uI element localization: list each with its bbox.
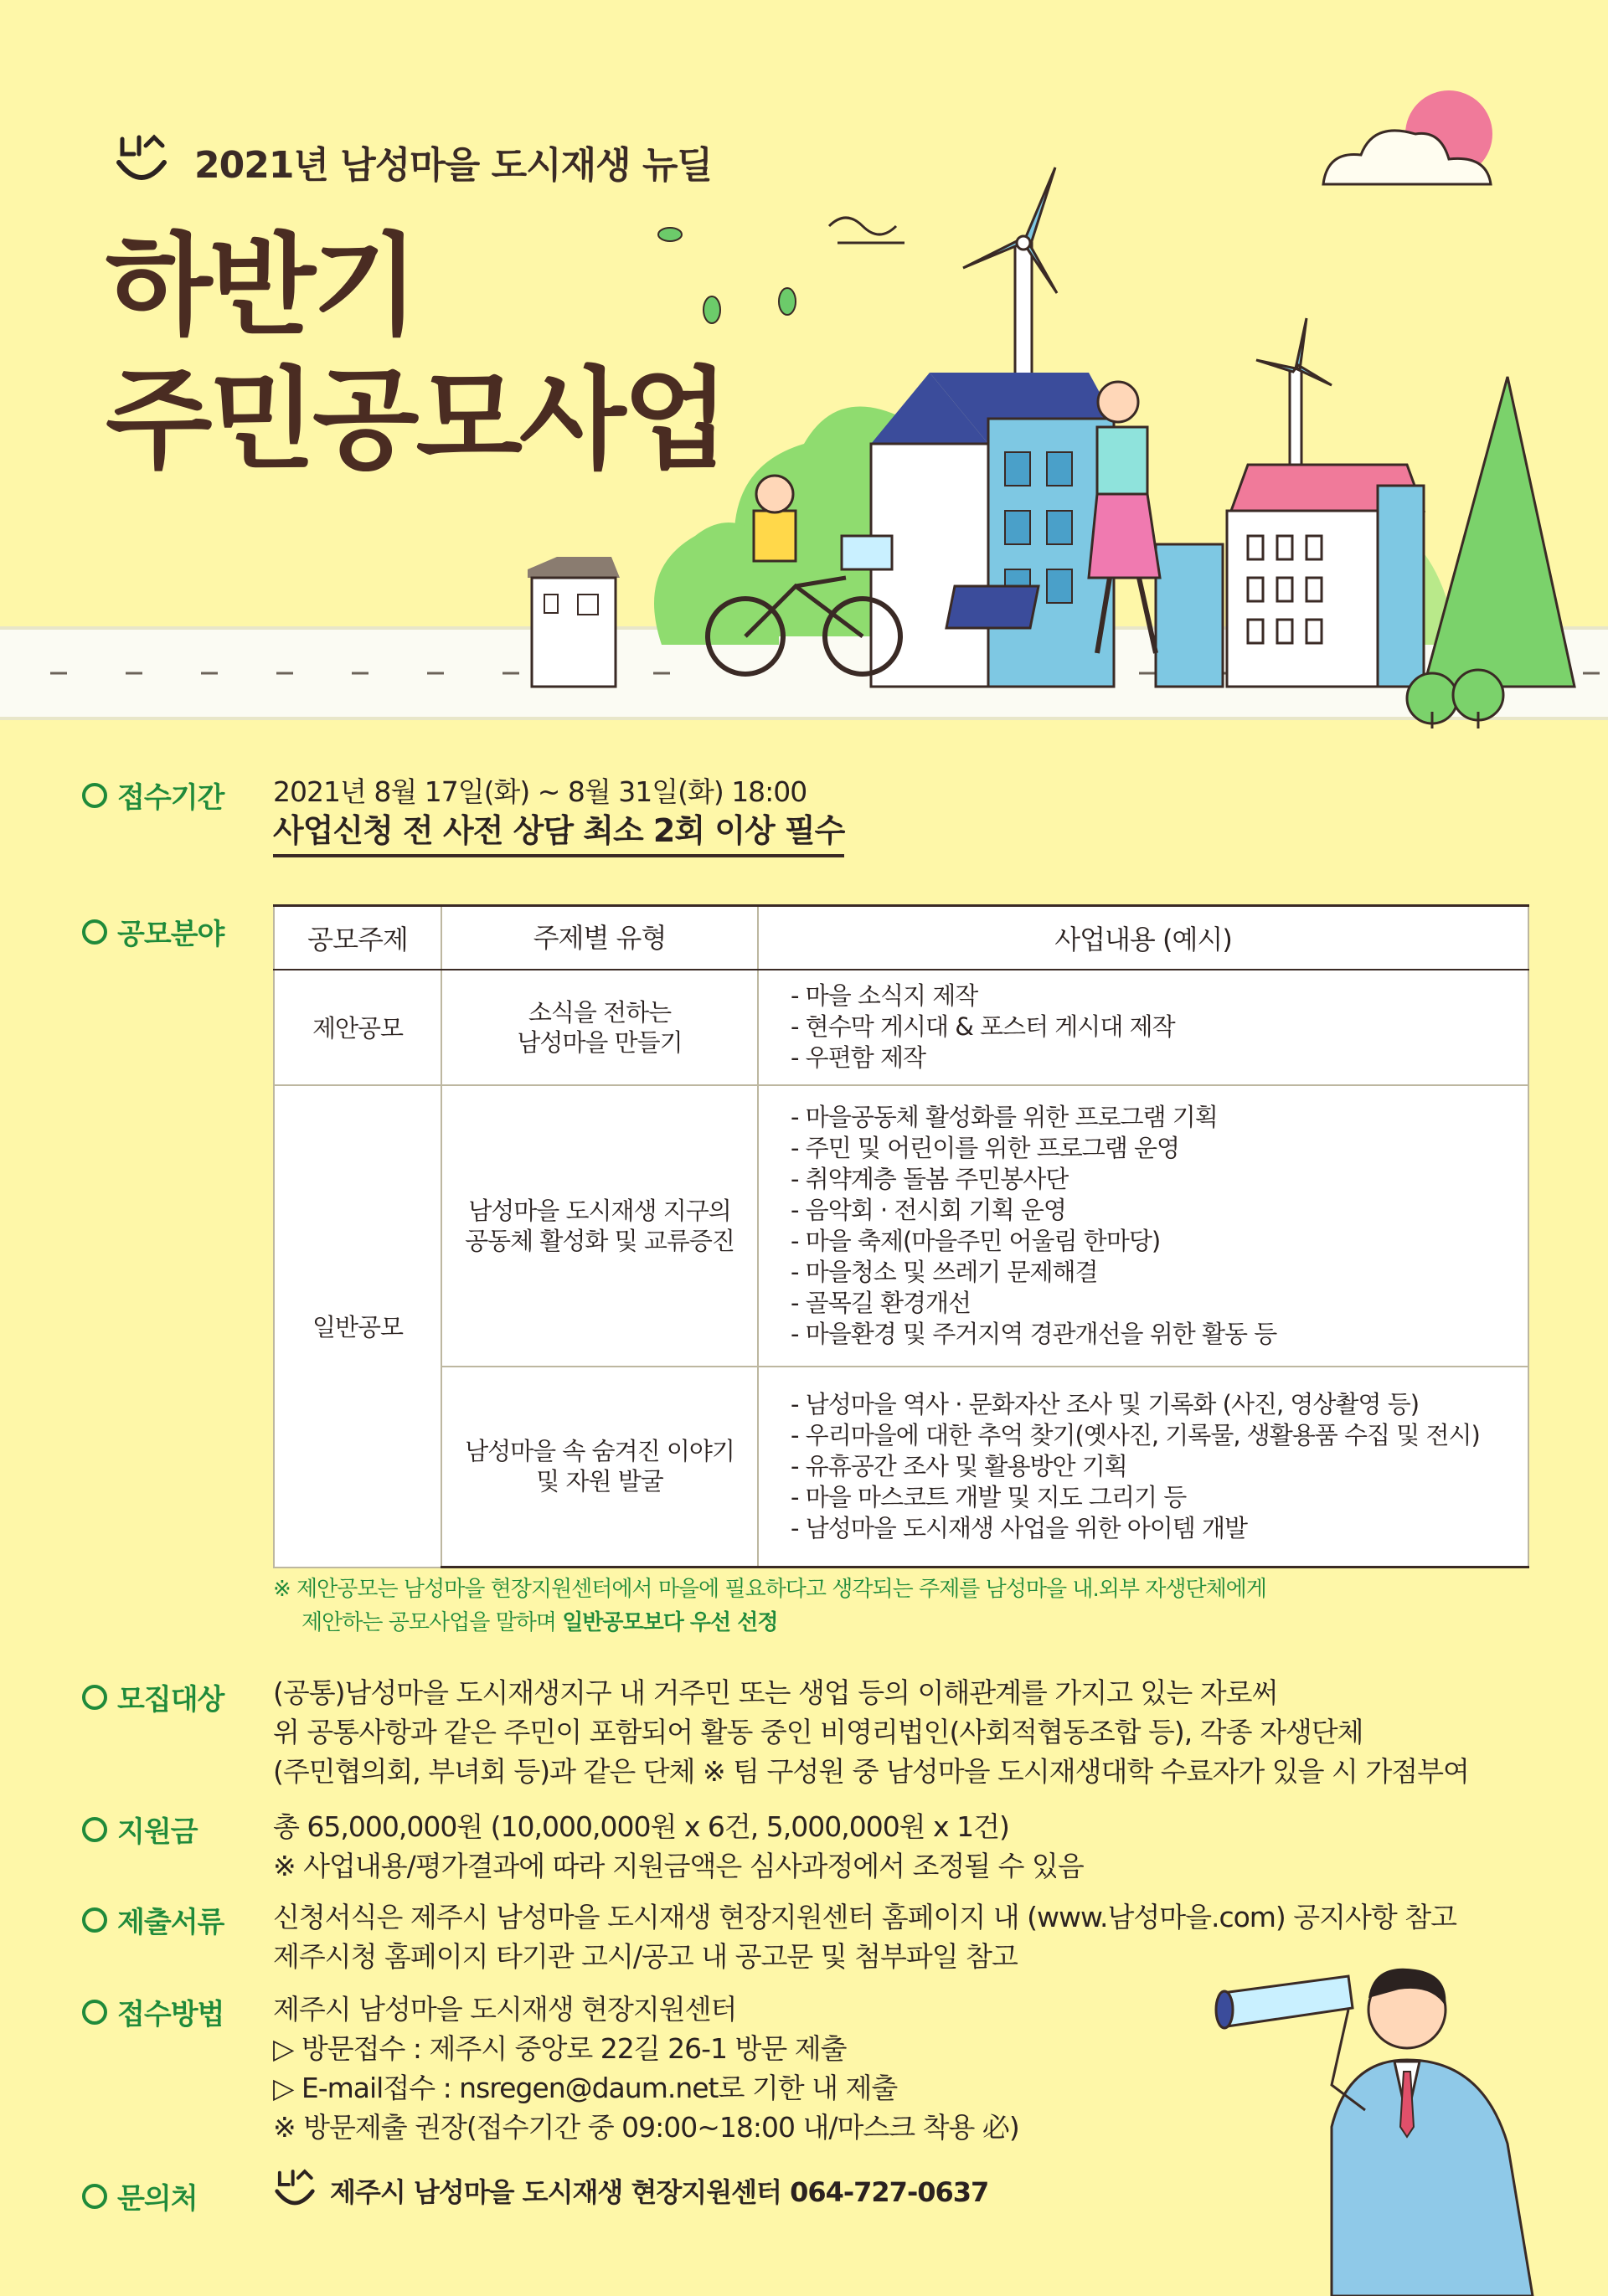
header-logo-row — [114, 134, 712, 189]
table-cell-content — [758, 970, 1528, 1085]
section-label-contact: 문의처 — [82, 2175, 198, 2216]
man-with-telescope-illustration — [1206, 1959, 1541, 2296]
table-cell-theme: 일반공모 — [274, 1085, 441, 1568]
section-label-target: 모집대상 — [82, 1676, 224, 1717]
page-subtitle: 2021년 남성마을 도시재생 뉴딜 — [194, 144, 712, 187]
circle-bullet-icon — [82, 1817, 107, 1842]
list-item: - 마을 축제(마을주민 어울림 한마당) — [791, 1226, 1161, 1255]
road-illustration — [0, 626, 1608, 720]
table-row — [274, 1367, 1528, 1568]
circle-bullet-icon — [82, 783, 107, 808]
village-logo-icon — [273, 2169, 317, 2212]
circle-bullet-icon — [82, 1685, 107, 1710]
reception-dates: 2021년 8월 17일(화) ~ 8월 31일(화) 18:00 — [273, 775, 807, 808]
list-item: - 마을청소 및 쓰레기 문제해결 — [791, 1257, 1098, 1286]
village-logo-icon — [114, 134, 169, 189]
page-title — [106, 219, 726, 487]
table-cell-type: 남성마을 도시재생 지구의 공동체 활성화 및 교류증진 — [441, 1085, 758, 1367]
contest-field-table — [273, 904, 1529, 1568]
list-item: - 유휴공간 조사 및 활용방안 기획 — [791, 1451, 1127, 1480]
table-cell-type: 소식을 전하는 남성마을 만들기 — [441, 970, 758, 1085]
list-item: - 마을 마스코트 개발 및 지도 그리기 등 — [791, 1482, 1187, 1511]
list-item: - 남성마을 도시재생 사업을 위한 아이템 개발 — [791, 1513, 1248, 1542]
list-item: - 음악회 · 전시회 기획 운영 — [791, 1195, 1066, 1224]
priority-selection-text: 일반공모보다 우선 선정 — [562, 1610, 778, 1635]
table-header-theme: 공모주제 — [274, 906, 441, 970]
table-row — [274, 1085, 1528, 1367]
table-cell-type: 남성마을 속 숨겨진 이야기 및 자원 발굴 — [441, 1367, 758, 1568]
circle-bullet-icon — [82, 1907, 107, 1933]
list-item: - 우리마을에 대한 추억 찾기(옛사진, 기록물, 생활용품 수집 및 전시) — [791, 1420, 1480, 1449]
circle-bullet-icon — [82, 2000, 107, 2025]
table-header-row — [274, 906, 1528, 970]
section-label-field: 공모분야 — [82, 911, 224, 952]
list-item: - 마을공동체 활성화를 위한 프로그램 기획 — [791, 1102, 1218, 1131]
table-cell-theme: 제안공모 — [274, 970, 441, 1085]
table-header-type: 주제별 유형 — [441, 906, 758, 970]
contact-text: 제주시 남성마을 도시재생 현장지원센터 064-727-0637 — [330, 2176, 989, 2208]
table-footnote: ※ 제안공모는 남성마을 현장지원센터에서 마을에 필요하다고 생각되는 주제를 남성마을 내.외부 자생단체에게 제안하는 공모사업을 말하며 일반공모보다 우선 선정 — [273, 1577, 1266, 1635]
consultation-requirement: 사업신청 전 사전 상담 최소 2회 이상 필수 — [273, 811, 844, 857]
list-item: - 우편함 제작 — [791, 1043, 925, 1072]
list-item: - 취약계층 돌봄 주민봉사단 — [791, 1164, 1069, 1193]
title-line-2: 주민공모사업 — [106, 356, 727, 485]
email-line: ▷ E-mail접수 : nsregen@daum.net로 기한 내 제출 — [273, 2072, 898, 2104]
circle-bullet-icon — [82, 2184, 107, 2209]
target-body: (공통)남성마을 도시재생지구 내 거주민 또는 생업 등의 이해관계를 가지고 있는 자로써 위 공통사항과 같은 주민이 포함되어 활동 중인 비영리법인(사회적협동조합 등), 각종 자생단체 (주민협의회, 부녀회 등)과 같은 단체 ※ 팀 구성원 중 남성마을 도시재생대학 수료자가 있을 시 가점부여 — [273, 1676, 1469, 1788]
road-dashes — [0, 630, 1608, 717]
section-label-documents: 제출서류 — [82, 1899, 224, 1940]
table-row — [274, 970, 1528, 1085]
cloud-icon — [1323, 131, 1491, 184]
reception-period-body — [273, 772, 844, 857]
list-item: - 골목길 환경개선 — [791, 1288, 971, 1317]
table-header-content: 사업내용 (예시) — [758, 906, 1528, 970]
method-body: 제주시 남성마을 도시재생 현장지원센터 ▷ 방문접수 : 제주시 중앙로 22길 26-1 방문 제출 ▷ E-mail접수 : nsregen@daum.net로 기한 내 제출 ※ 방문제출 권장(접수기간 중 09:00~18:00 내/마스크 착용 必) — [273, 1993, 1019, 2144]
list-item: - 마을환경 및 주거지역 경관개선을 위한 활동 등 — [791, 1319, 1277, 1348]
table-cell-content — [758, 1367, 1528, 1568]
documents-body: 신청서식은 제주시 남성마을 도시재생 현장지원센터 홈페이지 내 (www.남성마을.com) 공지사항 참고 제주시청 홈페이지 타기관 고시/공고 내 공고문 및 첨부파일 참고 — [273, 1901, 1457, 1973]
circle-bullet-icon — [82, 919, 107, 945]
contact-row — [273, 2169, 988, 2212]
list-item: - 현수막 게시대 & 포스터 게시대 제작 — [791, 1012, 1175, 1041]
section-label-funding: 지원금 — [82, 1809, 198, 1850]
funding-body: 총 65,000,000원 (10,000,000원 x 6건, 5,000,000원 x 1건) ※ 사업내용/평가결과에 따라 지원금액은 심사과정에서 조정될 수 있음 — [273, 1810, 1084, 1882]
section-label-reception-period: 접수기간 — [82, 775, 224, 816]
list-item: - 남성마을 역사 · 문화자산 조사 및 기록화 (사진, 영상촬영 등) — [791, 1389, 1420, 1418]
list-item: - 주민 및 어린이를 위한 프로그램 운영 — [791, 1133, 1179, 1162]
title-line-1: 하반기 — [106, 222, 416, 351]
sun-icon — [1405, 90, 1492, 178]
section-label-method: 접수방법 — [82, 1991, 224, 2032]
table-cell-content — [758, 1085, 1528, 1367]
list-item: - 마을 소식지 제작 — [791, 981, 978, 1010]
